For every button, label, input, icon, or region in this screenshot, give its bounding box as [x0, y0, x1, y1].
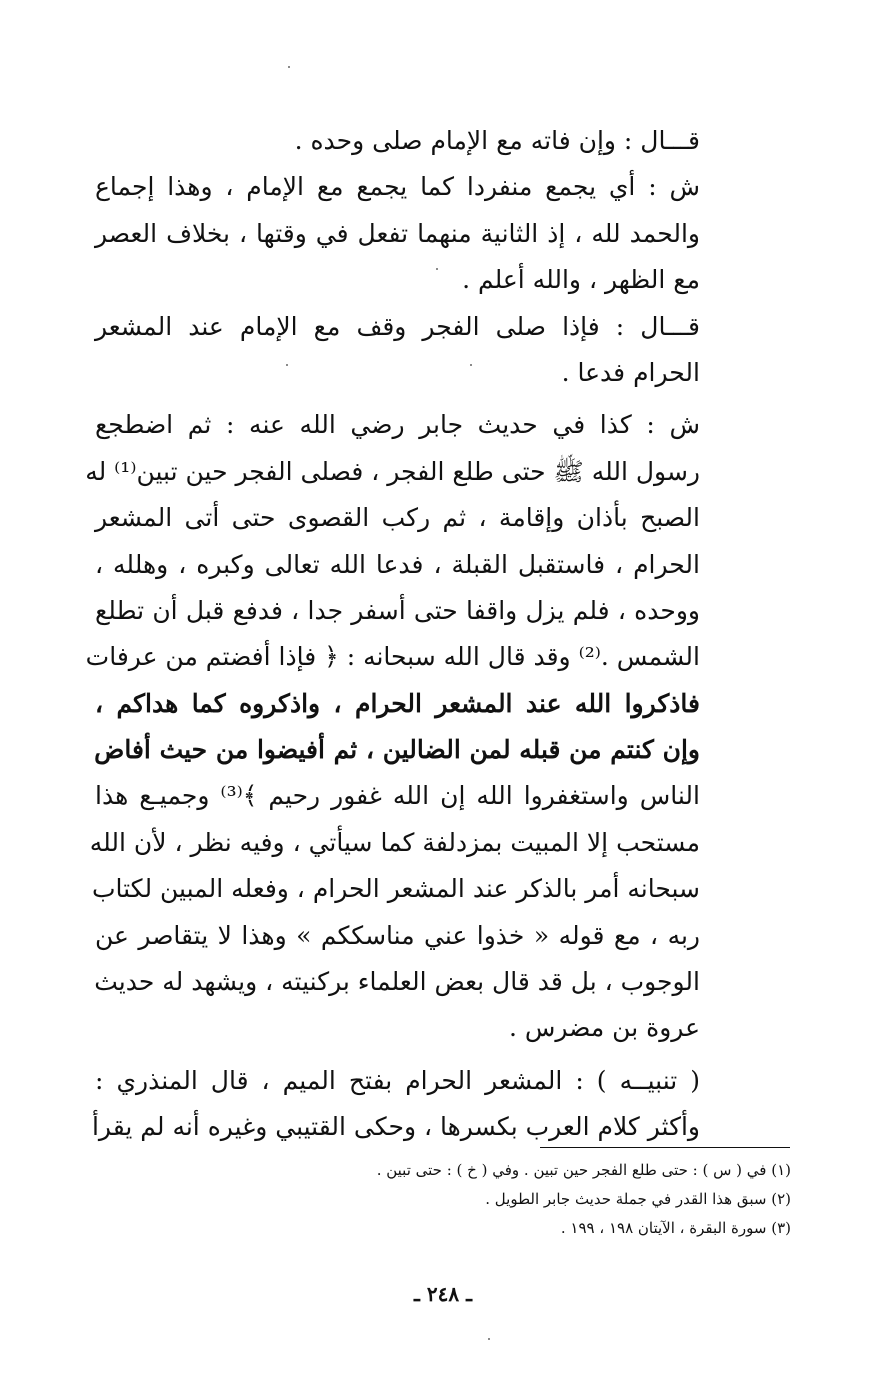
scan-speck	[288, 66, 290, 68]
text-line: مستحب إلا المبيت بمزدلفة كما سيأتي ، وفيه نظر ، لأن الله	[89, 827, 700, 857]
scan-speck	[470, 364, 472, 366]
text-line: الصبح بأذان وإقامة ، ثم ركب القصوى حتى أتى المشعر	[95, 503, 700, 533]
footnotes-block	[231, 1156, 791, 1243]
footnote-3: (٣) سورة البقرة ، الآيتان ١٩٨ ، ١٩٩ .	[560, 1219, 791, 1237]
text-line: الحرام فدعا .	[561, 357, 700, 387]
text-line: وأكثر كلام العرب بكسرها ، وحكى القتيبي وغيره أنه لم يقرأ	[91, 1112, 700, 1142]
quran-verse-line: وإن كنتم من قبله لمن الضالين ، ثم أفيضوا من حيث أفاض	[94, 735, 700, 765]
main-text-block	[85, 118, 700, 1151]
text-line: عروة بن مضرس .	[508, 1013, 700, 1043]
text-line: الحرام ، فاستقبل القبلة ، فدعا الله تعالى وكبره ، وهلله ،	[95, 549, 700, 579]
text-line: الناس واستغفروا الله إن الله غفور رحيم ﴾⁽³⁾ وجميـع هذا	[95, 781, 700, 811]
text-line: الوجوب ، بل قد قال بعض العلماء بركنيته ، ويشهد له حديث	[94, 967, 700, 997]
text-line: سبحانه أمر بالذكر عند المشعر الحرام ، وفعله المبين لكتاب	[91, 874, 700, 904]
text-line: الشمس .⁽²⁾ وقد قال الله سبحانه : ﴿ فإذا أفضتم من عرفات	[85, 642, 700, 672]
text-line: قـــال : فإذا صلى الفجر وقف مع الإمام عند المشعر	[95, 311, 700, 341]
text-line: مع الظهر ، والله أعلم .	[462, 265, 700, 295]
text-line: ربه ، مع قوله « خذوا عني مناسككم » وهذا لا يتقاصر عن	[95, 920, 700, 950]
text-line: ش : كذا في حديث جابر رضي الله عنه : ثم اضطجع	[95, 410, 700, 440]
text-line: ووحده ، فلم يزل واقفا حتى أسفر جدا ، فدفع قبل أن تطلع	[95, 595, 700, 625]
quran-verse-line: فاذكروا الله عند المشعر الحرام ، واذكروه كما هداكم ،	[95, 688, 700, 718]
text-line: ( تنبيــه ) : المشعر الحرام بفتح الميم ، قال المنذري :	[95, 1065, 700, 1095]
text-line: ش : أي يجمع منفردا كما يجمع مع الإمام ، وهذا إجماع	[95, 172, 700, 202]
footnote-divider	[540, 1147, 790, 1148]
text-line: رسول الله ﷺ حتى طلع الفجر ، فصلى الفجر حين تبين⁽¹⁾ له	[85, 456, 700, 486]
text-line: والحمد لله ، إذ الثانية منهما تفعل في وقتها ، بخلاف العصر	[95, 218, 700, 248]
text-line: قـــال : وإن فاته مع الإمام صلى وحده .	[294, 126, 700, 155]
scan-speck	[436, 268, 438, 270]
scan-speck	[488, 1338, 490, 1340]
page-number: ـ ٢٤٨ ـ	[414, 1282, 472, 1306]
footnote-2: (٢) سبق هذا القدر في جملة حديث جابر الطويل .	[485, 1190, 791, 1208]
footnote-1: (١) في ( س ) : حتى طلع الفجر حين تبين . وفي ( خ ) : حتى تبين .	[376, 1161, 791, 1179]
scan-speck	[286, 364, 288, 366]
